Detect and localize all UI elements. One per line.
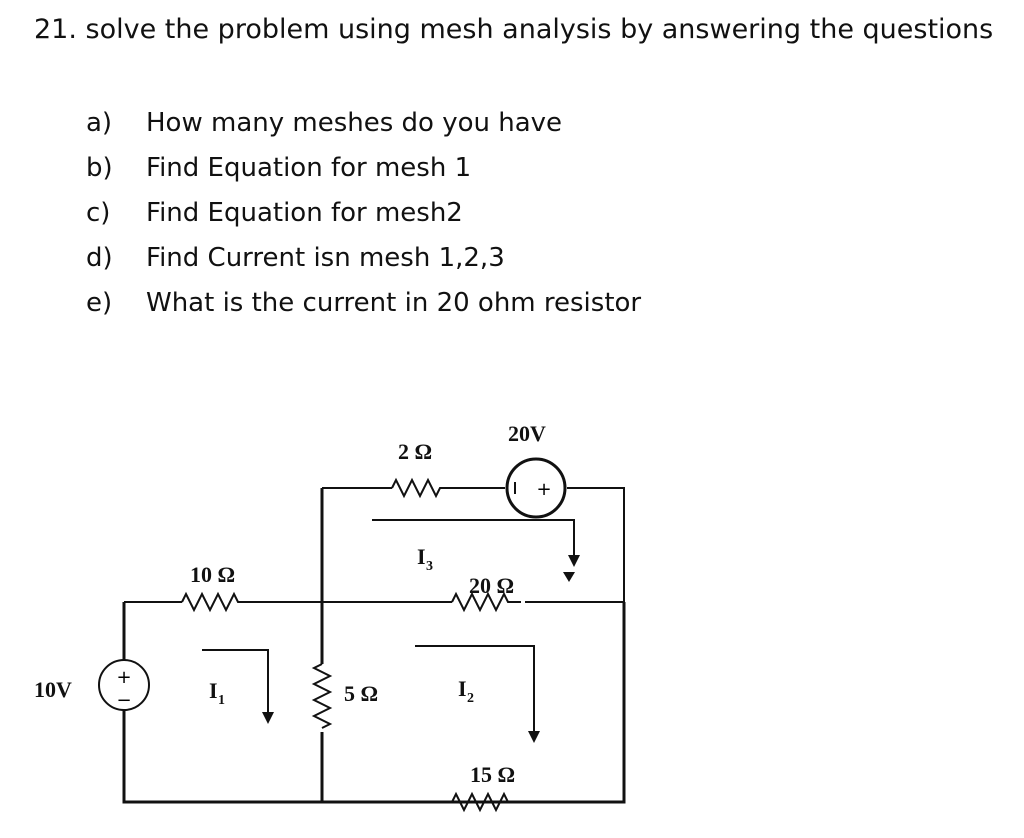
question-text: Find Equation for mesh 1	[146, 153, 472, 183]
current-symbol: I	[417, 544, 426, 569]
question-letter: d)	[86, 243, 113, 273]
resistor-2-ohm	[392, 480, 460, 496]
label-i3	[417, 544, 433, 574]
label-i2	[458, 676, 474, 706]
label-2-ohm: 2 Ω	[398, 439, 433, 464]
voltage-source-20v	[507, 459, 565, 517]
voltage-source-10v	[99, 660, 149, 711]
current-subscript: 1	[218, 693, 225, 708]
question-letter: b)	[86, 153, 113, 183]
label-10-ohm: 10 Ω	[190, 562, 236, 587]
label-15-ohm: 15 Ω	[470, 762, 516, 787]
question-list	[86, 104, 641, 329]
label-i1	[209, 678, 225, 708]
label-5-ohm: 5 Ω	[344, 681, 379, 706]
question-letter: c)	[86, 198, 111, 228]
problem-title: 21. solve the problem using mesh analysis by answering the questions	[34, 14, 994, 45]
wire	[567, 488, 624, 602]
label-10v: 10V	[34, 677, 72, 702]
arrowhead-icon	[262, 712, 274, 724]
question-text: What is the current in 20 ohm resistor	[146, 288, 642, 318]
mesh-current-arrow-i2	[415, 646, 540, 743]
question-item	[86, 149, 641, 194]
question-letter: e)	[86, 288, 113, 318]
resistor-10-ohm	[182, 594, 256, 610]
question-item	[86, 194, 641, 239]
arrow-line	[415, 646, 534, 731]
question-item	[86, 239, 641, 284]
minus-sign: −	[116, 690, 132, 711]
current-subscript: 2	[467, 691, 474, 706]
question-text: How many meshes do you have	[146, 108, 563, 138]
arrowhead-icon	[528, 731, 540, 743]
question-item	[86, 104, 641, 149]
plus-sign: +	[536, 479, 552, 500]
current-symbol: I	[209, 678, 218, 703]
question-text: Find Current isn mesh 1,2,3	[146, 243, 505, 273]
label-20-ohm: 20 Ω	[469, 573, 515, 598]
plus-sign: +	[116, 667, 132, 688]
resistor-5-ohm	[314, 664, 330, 728]
question-letter: a)	[86, 108, 113, 138]
arrowhead-icon	[568, 555, 580, 567]
label-20v: 20V	[508, 421, 546, 446]
circuit-wires	[124, 488, 624, 802]
arrowhead-icon	[563, 572, 575, 582]
question-text: Find Equation for mesh2	[146, 198, 463, 228]
circuit-diagram	[0, 380, 1024, 838]
current-subscript: 3	[426, 559, 433, 574]
current-symbol: I	[458, 676, 467, 701]
question-item	[86, 284, 641, 329]
arrow-line	[372, 520, 574, 555]
